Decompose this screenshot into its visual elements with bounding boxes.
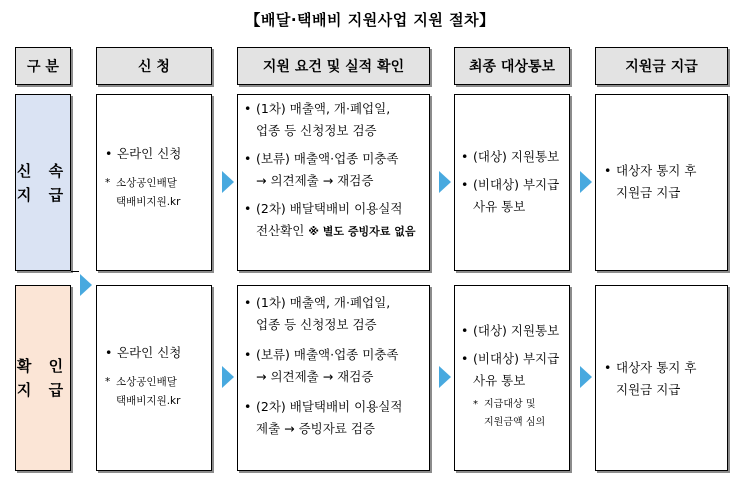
category-label-line1: 확 인 [16, 357, 70, 375]
apply-bullet: • 온라인 신청 [105, 143, 211, 165]
header-requirements: 지원 요건 및 실적 확인 [237, 47, 430, 85]
header-payment: 지원금 지급 [595, 47, 728, 85]
flow-arrow [580, 366, 592, 388]
flow-arrow [222, 171, 234, 193]
payment-box [595, 285, 728, 471]
category-label-line1: 신 속 [16, 161, 70, 180]
req-item-1: • (1차) 매출액, 개·폐업일, 업종 등 신청정보 검증 [244, 98, 429, 142]
notice-item-2: • (비대상) 부지급 사유 통보 [461, 348, 569, 392]
flow-arrow [580, 171, 592, 193]
apply-bullet: • 온라인 신청 [105, 342, 211, 364]
req-item-3: • (2차) 배달택배비 이용실적 제출 → 증빙자료 검증 [244, 396, 429, 440]
category-label-line2: 지 급 [16, 185, 70, 204]
payment-item: • 대상자 통지 후 지원금 지급 [604, 160, 727, 204]
requirements-box [237, 285, 430, 471]
req-item-2: • (보류) 매출액·업종 미충족 → 의견제출 → 재검증 [244, 344, 429, 388]
apply-box [96, 285, 212, 471]
notice-item-1: • (대상) 지원통보 [461, 320, 569, 342]
req-item-3: • (2차) 배달택배비 이용실적 전산확인 ※ 별도 증빙자료 없음 [244, 198, 429, 243]
req-emphasis: ※ 별도 증빙자료 없음 [308, 225, 416, 238]
flow-arrow [439, 171, 451, 193]
requirements-box [237, 94, 430, 271]
notice-box [454, 285, 570, 471]
category-fast-payment [15, 94, 71, 271]
flow-arrow [80, 274, 92, 296]
header-category: 구 분 [15, 47, 71, 85]
notice-box [454, 94, 570, 271]
notice-item-1: • (대상) 지원통보 [461, 146, 569, 168]
category-confirm-payment [15, 285, 71, 471]
apply-note: * 소상공인배달 택배비지원.kr [105, 373, 211, 411]
flow-arrow [222, 366, 234, 388]
flow-arrow [439, 366, 451, 388]
notice-note: * 지급대상 및 지원금액 심의 [473, 396, 569, 432]
header-apply: 신 청 [96, 47, 212, 85]
header-final-notice: 최종 대상통보 [454, 47, 570, 85]
apply-box [96, 94, 212, 271]
payment-box [595, 94, 728, 271]
apply-note: * 소상공인배달 택배비지원.kr [105, 174, 211, 212]
req-item-2: • (보류) 매출액·업종 미충족 → 의견제출 → 재검증 [244, 148, 429, 192]
payment-item: • 대상자 통지 후 지원금 지급 [604, 357, 727, 401]
category-label-line2: 지 급 [16, 381, 70, 399]
req-item-1: • (1차) 매출액, 개·폐업일, 업종 등 신청정보 검증 [244, 292, 429, 336]
notice-item-2: • (비대상) 부지급 사유 통보 [461, 174, 569, 218]
page-title: 【배달·택배비 지원사업 지원 절차】 [245, 11, 495, 29]
connector-line [71, 271, 79, 272]
